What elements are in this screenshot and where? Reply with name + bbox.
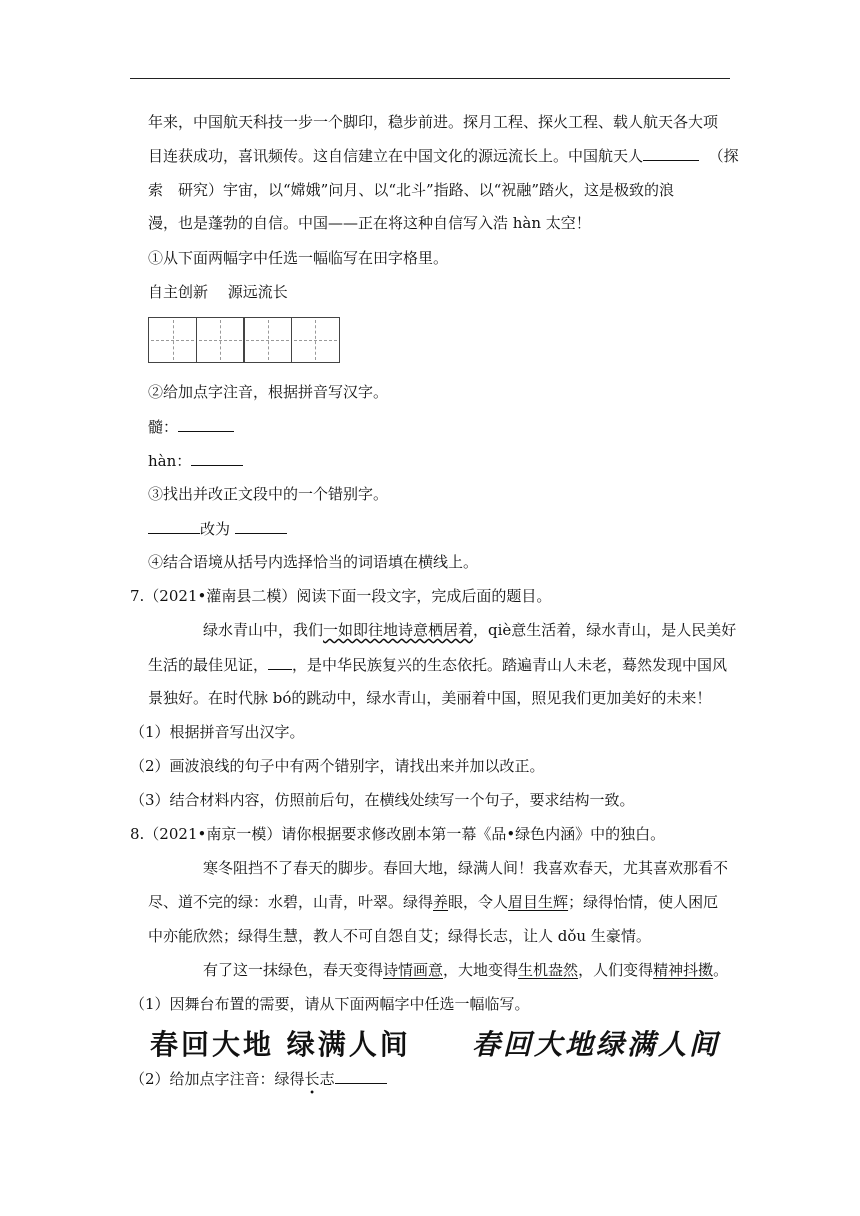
grid-cell[interactable] [148,317,197,363]
header-rule [130,78,730,79]
q7-text: ，是中华民族复兴的生态依托。踏遍青山人未老，蓦然发现中国风 [292,656,728,674]
calligraphy-sample-2: 春回大地绿满人间 [472,1030,721,1061]
q7-para-line-1 [203,620,736,640]
underlined-phrase: 诗情画意 [383,961,444,979]
wavy-underlined-sentence: 一如即往地诗意栖居着 [323,621,474,639]
passage-line-2 [148,145,739,166]
q8-para-line-1: 寒冬阻挡不了春天的脚步。春回大地，绿满人间！我喜欢春天，尤其喜欢那看不 [203,859,729,877]
underlined-char: 养 [433,893,449,911]
q6-subquestion-1: ①从下面两幅字中任选一幅临写在田字格里。 [148,249,449,267]
pinyin-blank[interactable] [335,1068,387,1084]
underlined-phrase: 生机盎然 [518,961,579,979]
q8-subquestion-1: （1）因舞台布置的需要，请从下面两幅字中任选一幅临写。 [130,995,530,1013]
grid-cell[interactable] [243,317,292,363]
q7-blank[interactable] [268,654,292,670]
q7-para-line-3: 景独好。在时代脉 bó的跳动中，绿水青山，美丽着中国，照见我们更加美好的未来！ [148,689,712,707]
han-label: hàn： [148,452,192,470]
q7-subquestion-3: （3）结合材料内容，仿照前后句，在横线处续写一个句子，要求结构一致。 [130,791,635,809]
q8-text: 眼，令人 [448,893,509,911]
q6-subquestion-2: ②给加点字注音，根据拼音写汉字。 [148,383,389,401]
q8-text: ；绿得怡情，使人困厄 [568,893,719,911]
q6-correction-line [148,518,287,539]
q8-text: ，大地变得 [443,961,519,979]
passage-line-3: 索 研究）宇宙，以“嫦娥”问月、以“北斗”指路、以“祝融”踏火，这是极致的浪 [148,181,675,199]
q7-text: 生活的最佳见证， [148,656,269,674]
sui-label: 髓： [148,418,179,436]
han-blank[interactable] [191,450,243,466]
underlined-phrase: 眉目生辉 [508,893,569,911]
passage-line-2-text: 目连获成功，喜讯频传。这自信建立在中国文化的源远流长上。中国航天人 [148,147,644,165]
q6-subquestion-3: ③找出并改正文段中的一个错别字。 [148,485,389,503]
q8-text: 尽、道不完的绿：水碧，山青，叶翠。绿得 [148,893,434,911]
q8-para-line-4 [203,960,728,980]
calligraphy-sample-1: 春回大地 绿满人间 [150,1028,411,1061]
change-to-label: 改为 [200,520,231,538]
q6-han-line [148,450,243,471]
wrong-char-blank[interactable] [148,518,200,534]
passage-line-4: 漫，也是蓬勃的自信。中国——正在将这种自信写入浩 hàn 太空！ [148,214,591,232]
q8-text: 有了这一抹绿色，春天变得 [203,961,384,979]
passage-line-1: 年来，中国航天科技一步一个脚印，稳步前进。探月工程、探火工程、载人航天各大项 [148,113,719,131]
sui-blank[interactable] [178,416,234,432]
passage-line-2-hint: （探 [708,147,739,165]
q8-subquestion-2 [130,1068,387,1089]
q8-text: 。 [713,961,729,979]
dotted-char: 长 [304,1070,320,1088]
answer-blank[interactable] [643,145,699,161]
q7-subquestion-2: （2）画波浪线的句子中有两个错别字，请找出来并加以改正。 [130,757,545,775]
q8-text: ，人们变得 [578,961,654,979]
grid-cell[interactable] [196,317,245,363]
q7-text: 绿水青山中，我们 [203,621,324,639]
q8-header: 8.（2021•南京一模）请你根据要求修改剧本第一幕《品•绿色内涵》中的独白。 [130,825,666,843]
q6-phrases: 自主创新 源远流长 [148,283,288,301]
q7-text: ，qiè意生活着，绿水青山，是人民美好 [473,621,737,639]
q7-header: 7.（2021•灌南县二模）阅读下面一段文字，完成后面的题目。 [130,587,552,605]
tianzige-grid[interactable] [148,317,348,363]
q8-para-line-2 [148,892,718,912]
q7-subquestion-1: （1）根据拼音写出汉字。 [130,723,305,741]
grid-cell[interactable] [291,317,340,363]
correct-char-blank[interactable] [235,518,287,534]
q8-para-line-3: 中亦能欣然；绿得生慧，教人不可自怨自艾；绿得长志，让人 dǒu 生豪情。 [148,927,651,945]
q8-text: 志 [319,1070,335,1088]
q8-text: （2）给加点字注音：绿得 [130,1070,305,1088]
q7-para-line-2 [148,654,727,675]
q6-subquestion-4: ④结合语境从括号内选择恰当的词语填在横线上。 [148,553,479,571]
q6-sui-line [148,416,234,437]
underlined-phrase: 精神抖擞 [653,961,714,979]
